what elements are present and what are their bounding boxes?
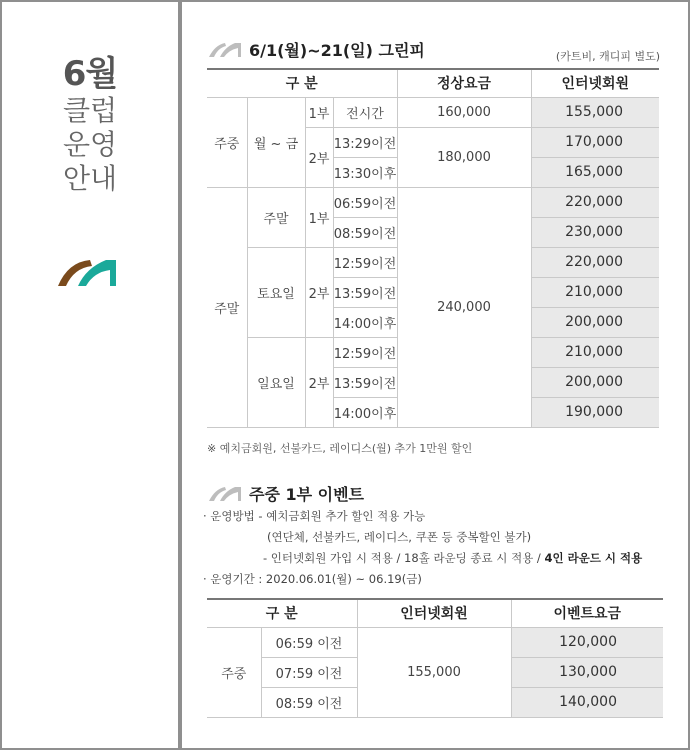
table-header-row (207, 599, 663, 627)
section1-heading (207, 38, 425, 61)
sunday-part: 2부 (305, 337, 333, 427)
weekday-part1-member: 155,000 (531, 97, 659, 127)
event-method-sub2 (203, 548, 642, 569)
club-logo-icon (56, 256, 118, 288)
sidebar-title (2, 54, 178, 196)
weekday-part2: 2부 (305, 127, 333, 187)
section-mark-icon (207, 485, 243, 503)
weekday-part1-regular: 160,000 (397, 97, 531, 127)
sidebar-line-3: 안내 (62, 162, 118, 195)
section1-note: (카트비, 캐디피 별도) (555, 50, 660, 63)
event-method-sub: (연단체, 선불카드, 레이디스, 쿠폰 등 중복할인 불가) (267, 530, 532, 544)
saturday-part: 2부 (305, 247, 333, 337)
time-cell: 13:59이전 (333, 277, 397, 307)
header-division: 구 분 (207, 69, 397, 97)
event-member-price: 155,000 (357, 627, 511, 717)
sunday-day: 일요일 (247, 337, 305, 427)
member-price: 220,000 (531, 187, 659, 217)
weekday-label: 주중 (207, 97, 247, 187)
event-price: 120,000 (511, 627, 663, 657)
header-division: 구 분 (207, 599, 357, 627)
table-row (207, 187, 659, 217)
time-cell: 13:29이전 (333, 127, 397, 157)
section1-title: 6/1(월)~21(일) 그린피 (249, 41, 425, 60)
vertical-divider (178, 2, 182, 748)
member-price: 230,000 (531, 217, 659, 247)
weekend-day: 주말 (247, 187, 305, 247)
time-cell: 08:59이전 (333, 217, 397, 247)
table-row (207, 97, 659, 127)
member-price: 190,000 (531, 397, 659, 427)
member-price: 165,000 (531, 157, 659, 187)
member-price: 200,000 (531, 367, 659, 397)
sidebar-line-1: 클럽 (62, 94, 118, 127)
weekday-part1: 1부 (305, 97, 333, 127)
event-method: · 운영방법 - 예치금회원 추가 할인 적용 가능 (203, 509, 426, 523)
event-table (207, 598, 663, 718)
sidebar-line-2: 운영 (62, 128, 118, 161)
sidebar-month: 6월 (62, 54, 118, 94)
event-period: · 운영기간 : 2020.06.01(월) ~ 06.19(금) (203, 572, 422, 586)
section2-heading (207, 482, 364, 505)
header-regular: 정상요금 (397, 69, 531, 97)
member-price: 200,000 (531, 307, 659, 337)
greenfee-table (207, 68, 659, 428)
member-price: 170,000 (531, 127, 659, 157)
event-method-sub2-bold: 4인 라운드 시 적용 (544, 551, 643, 565)
header-member: 인터넷회원 (357, 599, 511, 627)
time-cell: 12:59이전 (333, 337, 397, 367)
event-method-sub2-text: - 인터넷회원 가입 시 적용 / 18홀 라운딩 종료 시 적용 / (263, 551, 545, 565)
event-price: 130,000 (511, 657, 663, 687)
event-details (203, 506, 642, 590)
event-price: 140,000 (511, 687, 663, 717)
section1-footnote: ※ 예치금회원, 선불카드, 레이디스(월) 추가 1만원 할인 (207, 442, 473, 455)
member-price: 220,000 (531, 247, 659, 277)
header-event: 이벤트요금 (511, 599, 663, 627)
table-header-row (207, 69, 659, 97)
time-cell: 14:00이후 (333, 307, 397, 337)
weekend-part: 1부 (305, 187, 333, 247)
weekday-days: 월 ~ 금 (247, 97, 305, 187)
saturday-day: 토요일 (247, 247, 305, 337)
weekend-label: 주말 (207, 187, 247, 427)
event-weekday-label: 주중 (207, 627, 261, 717)
weekend-regular: 240,000 (397, 187, 531, 427)
weekday-part1-time: 전시간 (333, 97, 397, 127)
member-price: 210,000 (531, 337, 659, 367)
time-cell: 06:59이전 (333, 187, 397, 217)
time-cell: 06:59 이전 (261, 627, 357, 657)
weekday-part2-regular: 180,000 (397, 127, 531, 187)
time-cell: 13:59이전 (333, 367, 397, 397)
time-cell: 08:59 이전 (261, 687, 357, 717)
time-cell: 12:59이전 (333, 247, 397, 277)
header-member: 인터넷회원 (531, 69, 659, 97)
sidebar (2, 2, 178, 748)
member-price: 210,000 (531, 277, 659, 307)
table-row (207, 627, 663, 657)
section2-title: 주중 1부 이벤트 (249, 485, 365, 504)
time-cell: 07:59 이전 (261, 657, 357, 687)
section-mark-icon (207, 41, 243, 59)
time-cell: 14:00이후 (333, 397, 397, 427)
time-cell: 13:30이후 (333, 157, 397, 187)
